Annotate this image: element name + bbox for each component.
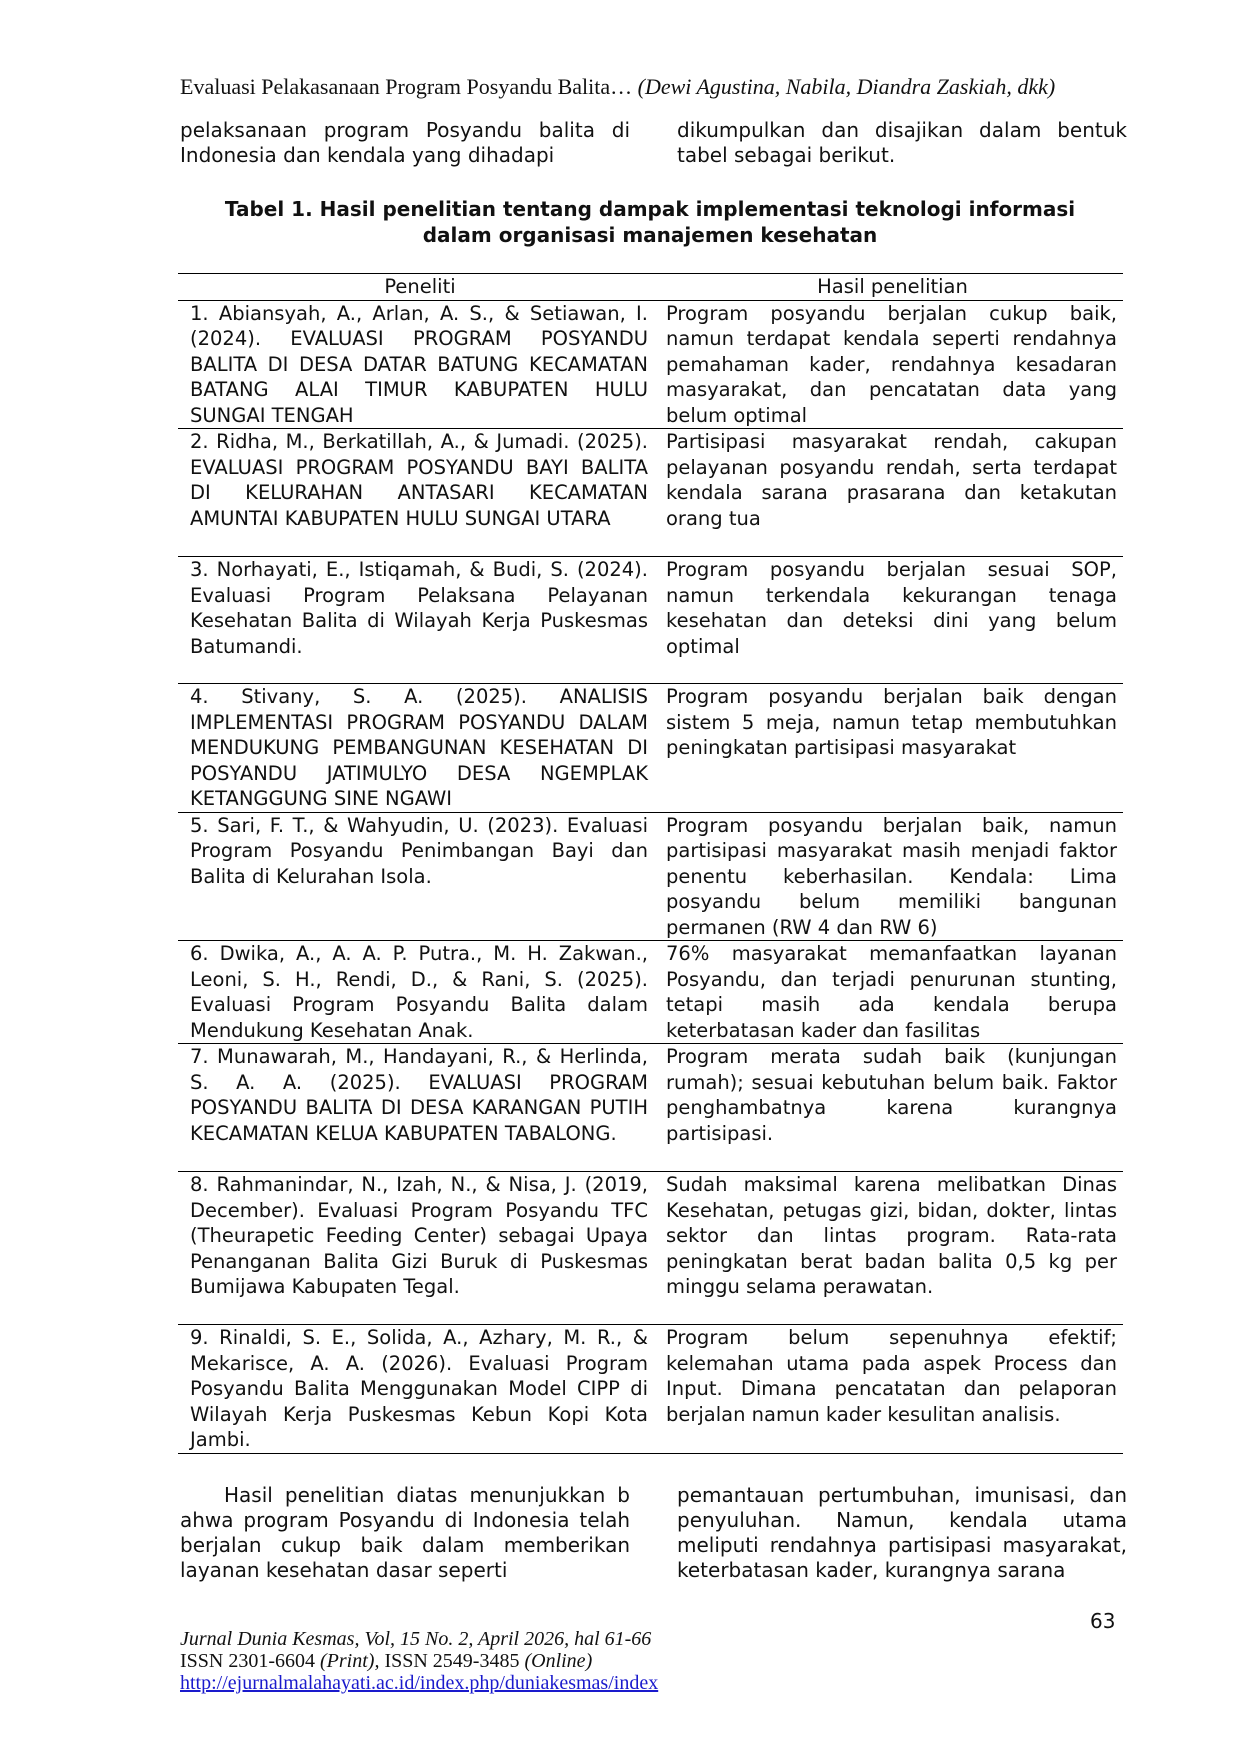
column-header-hasil: Hasil penelitian	[662, 274, 1123, 301]
table-row	[178, 557, 1123, 684]
table-header-row	[178, 274, 1123, 301]
table-caption-line-2: dalam organisasi manajemen kesehatan	[422, 223, 878, 247]
results-table	[178, 273, 1123, 1454]
footer-print-label: (Print),	[320, 1650, 380, 1672]
cell-peneliti: 6. Dwika, A., A. A. P. Putra., M. H. Zakwan., Leoni, S. H., Rendi, D., & Rani, S. (2025). Evaluasi Program Posyandu Balita dalam Mendukung Kesehatan Anak.	[178, 941, 662, 1044]
cell-peneliti: 9. Rinaldi, S. E., Solida, A., Azhary, M. R., & Mekarisce, A. A. (2026). Evaluasi Program Posyandu Balita Menggunakan Model CIPP di Wilayah Kerja Puskesmas Kebun Kopi Kota Jambi.	[178, 1325, 662, 1454]
footer-issn-print: ISSN 2301-6604	[180, 1650, 316, 1672]
intro-left-text: pelaksanaan program Posyandu balita di Indonesia dan kendala yang dihadapi	[180, 118, 630, 167]
table-caption-line-1: Tabel 1. Hasil penelitian tentang dampak implementasi teknologi informasi	[224, 197, 1076, 221]
table-row	[178, 1325, 1123, 1454]
cell-peneliti: 5. Sari, F. T., & Wahyudin, U. (2023). Evaluasi Program Posyandu Penimbangan Bayi dan Balita di Kelurahan Isola.	[178, 812, 662, 941]
table-row	[178, 1172, 1123, 1325]
table-row	[178, 1044, 1123, 1172]
cell-peneliti: 2. Ridha, M., Berkatillah, A., & Jumadi. (2025). EVALUASI PROGRAM POSYANDU BAYI BALITA DI KELURAHAN ANTASARI KECAMATAN AMUNTAI KABUPATEN HULU SUNGAI UTARA	[178, 429, 662, 557]
page-footer	[180, 1628, 658, 1694]
cell-hasil: Sudah maksimal karena melibatkan Dinas Kesehatan, petugas gizi, bidan, dokter, lintas sektor dan lintas program. Rata-rata peningkatan berat badan balita 0,5 kg per minggu selama perawatan.	[662, 1172, 1123, 1325]
running-header	[180, 74, 1120, 100]
page-number: 63	[1090, 1609, 1116, 1633]
body-left-column	[180, 1483, 630, 1583]
intro-right-column	[677, 118, 1127, 168]
cell-peneliti: 1. Abiansyah, A., Arlan, A. S., & Setiawan, I. (2024). EVALUASI PROGRAM POSYANDU BALITA DI DESA DATAR BATUNG KECAMATAN BATANG ALAI TIMUR KABUPATEN HULU SUNGAI TENGAH	[178, 300, 662, 429]
table-row	[178, 684, 1123, 813]
running-header-authors: (Dewi Agustina, Nabila, Diandra Zaskiah, dkk)	[637, 74, 1056, 99]
cell-hasil: Program posyandu berjalan baik, namun partisipasi masyarakat masih menjadi faktor penentu keberhasilan. Kendala: Lima posyandu belum memiliki bangunan permanen (RW 4 dan RW 6)	[662, 812, 1123, 941]
cell-hasil: Program posyandu berjalan cukup baik, namun terdapat kendala seperti rendahnya pemahaman kader, rendahnya kesadaran masyarakat, dan pencatatan data yang belum optimal	[662, 300, 1123, 429]
body-right-column	[677, 1483, 1127, 1583]
table-row	[178, 812, 1123, 941]
body-right-text: pemantauan pertumbuhan, imunisasi, dan penyuluhan. Namun, kendala utama meliputi rendahnya partisipasi masyarakat, keterbatasan kader, kurangnya sarana	[677, 1483, 1127, 1582]
cell-peneliti: 4. Stivany, S. A. (2025). ANALISIS IMPLEMENTASI PROGRAM POSYANDU DALAM MENDUKUNG PEMBANGUNAN KESEHATAN DI POSYANDU JATIMULYO DESA NGEMPLAK KETANGGUNG SINE NGAWI	[178, 684, 662, 813]
table-row	[178, 429, 1123, 557]
table-row	[178, 300, 1123, 429]
footer-url-link[interactable]: http://ejurnalmalahayati.ac.id/index.php/duniakesmas/index	[180, 1672, 659, 1694]
cell-peneliti: 7. Munawarah, M., Handayani, R., & Herlinda, S. A. A. (2025). EVALUASI PROGRAM POSYANDU BALITA DI DESA KARANGAN PUTIH KECAMATAN KELUA KABUPATEN TABALONG.	[178, 1044, 662, 1172]
intro-left-column	[180, 118, 630, 168]
cell-hasil: Program merata sudah baik (kunjungan rumah); sesuai kebutuhan belum baik. Faktor penghambatnya karena kurangnya partisipasi.	[662, 1044, 1123, 1172]
running-header-title: Evaluasi Pelakasanaan Program Posyandu Balita…	[180, 74, 633, 99]
cell-hasil: Program belum sepenuhnya efektif; kelemahan utama pada aspek Process dan Input. Dimana pencatatan dan pelaporan berjalan namun kader kesulitan analisis.	[662, 1325, 1123, 1454]
cell-hasil: Partisipasi masyarakat rendah, cakupan pelayanan posyandu rendah, serta terdapat kendala sarana prasarana dan ketakutan orang tua	[662, 429, 1123, 557]
body-left-text: Hasil penelitian diatas menunjukkan b ahwa program Posyandu di Indonesia telah berjalan cukup baik dalam memberikan layanan kesehatan dasar seperti	[180, 1483, 630, 1582]
footer-issn-online: ISSN 2549-3485	[384, 1650, 520, 1672]
cell-hasil: Program posyandu berjalan baik dengan sistem 5 meja, namun tetap membutuhkan peningkatan partisipasi masyarakat	[662, 684, 1123, 813]
table-row	[178, 941, 1123, 1044]
column-header-peneliti: Peneliti	[178, 274, 662, 301]
cell-hasil: Program posyandu berjalan sesuai SOP, namun terkendala kekurangan tenaga kesehatan dan deteksi dini yang belum optimal	[662, 557, 1123, 684]
footer-online-label: (Online)	[524, 1650, 593, 1672]
intro-right-text: dikumpulkan dan disajikan dalam bentuk tabel sebagai berikut.	[677, 118, 1127, 167]
table-caption	[180, 196, 1120, 248]
cell-peneliti: 8. Rahmanindar, N., Izah, N., & Nisa, J. (2019, December). Evaluasi Program Posyandu TFC (Theurapetic Feeding Center) sebagai Upaya Penanganan Balita Gizi Buruk di Puskesmas Bumijawa Kabupaten Tegal.	[178, 1172, 662, 1325]
footer-issn	[180, 1650, 658, 1672]
footer-journal: Jurnal Dunia Kesmas, Vol, 15 No. 2, April 2026, hal 61-66	[180, 1628, 652, 1650]
cell-hasil: 76% masyarakat memanfaatkan layanan Posyandu, dan terjadi penurunan stunting, tetapi masih ada kendala berupa keterbatasan kader dan fasilitas	[662, 941, 1123, 1044]
cell-peneliti: 3. Norhayati, E., Istiqamah, & Budi, S. (2024). Evaluasi Program Pelaksana Pelayanan Kesehatan Balita di Wilayah Kerja Puskesmas Batumandi.	[178, 557, 662, 684]
